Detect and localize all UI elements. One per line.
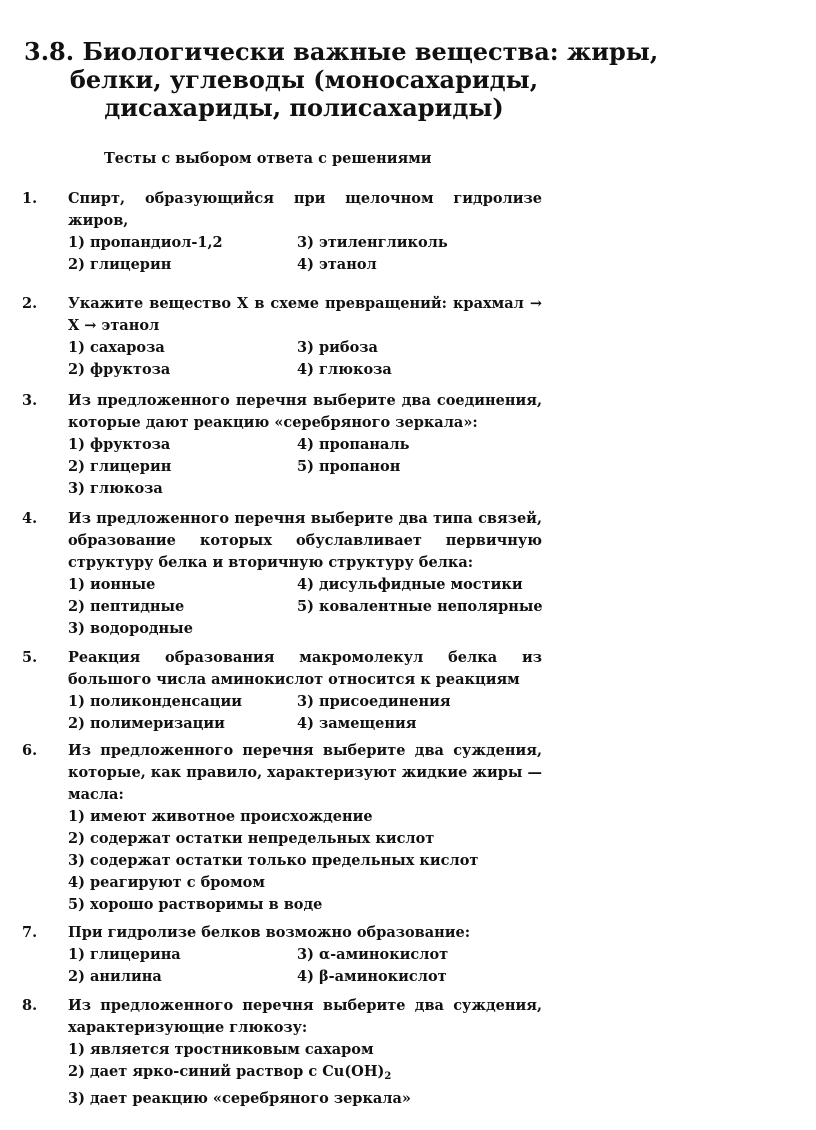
question-text: При гидролизе белков возможно образование: xyxy=(68,924,471,941)
answer-option: 2) фруктоза xyxy=(68,361,171,378)
answer-option: 3) водородные xyxy=(68,620,193,637)
answer-option: 1) является тростниковым сахаром xyxy=(68,1041,374,1058)
title-line: дисахариды, полисахариды) xyxy=(104,93,504,122)
section-subtitle: Тесты с выбором ответа с решениями xyxy=(104,150,432,167)
question-text: Из предложенного перечня выберите два соединения, которые дают реакцию «серебряного зеркала»: xyxy=(68,392,542,431)
answer-option: 1) пропандиол-1,2 xyxy=(68,234,223,251)
question-number: 4. xyxy=(22,510,38,527)
title-line: белки, углеводы (моносахариды, xyxy=(69,65,539,94)
answer-option: 1) поликонденсации xyxy=(68,693,242,710)
answer-option: 3) присоединения xyxy=(297,693,451,710)
answer-option: 1) имеют животное происхождение xyxy=(68,808,373,825)
answer-option: 2) полимеризации xyxy=(68,715,225,732)
answer-option: 3) содержат остатки только предельных кислот xyxy=(68,852,479,869)
answer-option: 3) глюкоза xyxy=(68,480,163,497)
question-number: 5. xyxy=(22,649,38,666)
question-6 xyxy=(22,740,542,916)
answer-option: 4) глюкоза xyxy=(297,361,392,378)
answer-option: 3) дает реакцию «серебряного зеркала» xyxy=(68,1090,411,1107)
question-text: Спирт, образующийся при щелочном гидролизе жиров, xyxy=(68,190,542,229)
question-3 xyxy=(22,390,542,500)
answer-option: 5) ковалентные неполярные xyxy=(297,598,543,615)
question-4 xyxy=(22,508,542,640)
answer-option: 2) глицерин xyxy=(68,458,172,475)
answer-option: 2) анилина xyxy=(68,968,162,985)
question-number: 1. xyxy=(22,190,38,207)
answer-option: 3) α-аминокислот xyxy=(297,946,449,963)
question-1 xyxy=(22,188,542,276)
answer-option: 4) реагируют с бромом xyxy=(68,874,265,891)
answer-option: 1) фруктоза xyxy=(68,436,171,453)
answer-option-text: 2) дает ярко-синий раствор с Cu(OH) xyxy=(68,1063,385,1080)
page-title xyxy=(24,37,659,122)
question-number: 7. xyxy=(22,924,38,941)
question-5 xyxy=(22,647,542,735)
answer-option: 1) глицерина xyxy=(68,946,181,963)
question-text: Из предложенного перечня выберите два суждения, которые, как правило, характеризуют жидкие жиры — масла: xyxy=(68,742,542,803)
answer-option: 3) рибоза xyxy=(297,339,378,356)
question-number: 3. xyxy=(22,392,38,409)
question-text: Реакция образования макромолекул белка из большого числа аминокислот относится к реакциям xyxy=(68,649,542,688)
question-text: Из предложенного перечня выберите два типа связей, образование которых обуславливает первичную структуру белка и вторичную структуру белка: xyxy=(68,510,542,571)
answer-option: 5) хорошо растворимы в воде xyxy=(68,896,323,913)
answer-option: 4) замещения xyxy=(297,715,417,732)
answer-option: 1) сахароза xyxy=(68,339,165,356)
answer-option: 4) этанол xyxy=(297,256,377,273)
title-line: 3.8. Биологически важные вещества: жиры, xyxy=(24,37,659,66)
answer-option: 5) пропанон xyxy=(297,458,401,475)
question-number: 6. xyxy=(22,742,38,759)
answer-option: 4) β-аминокислот xyxy=(297,968,447,985)
answer-option xyxy=(68,1061,542,1088)
question-text: Укажите вещество X в схеме превращений: крахмал → X → этанол xyxy=(68,295,542,334)
answer-option: 4) дисульфидные мостики xyxy=(297,576,523,593)
answer-option: 3) этиленгликоль xyxy=(297,234,448,251)
question-7 xyxy=(22,922,542,988)
answer-option: 2) глицерин xyxy=(68,256,172,273)
question-2 xyxy=(22,293,542,381)
answer-option: 4) пропаналь xyxy=(297,436,410,453)
answer-option: 2) содержат остатки непредельных кислот xyxy=(68,830,435,847)
question-8 xyxy=(22,995,542,1110)
question-number: 2. xyxy=(22,295,38,312)
question-text: Из предложенного перечня выберите два суждения, характеризующие глюкозу: xyxy=(68,997,542,1036)
question-number: 8. xyxy=(22,997,38,1014)
subscript: 2 xyxy=(384,1071,392,1082)
answer-option: 2) пептидные xyxy=(68,598,185,615)
answer-option: 1) ионные xyxy=(68,576,156,593)
